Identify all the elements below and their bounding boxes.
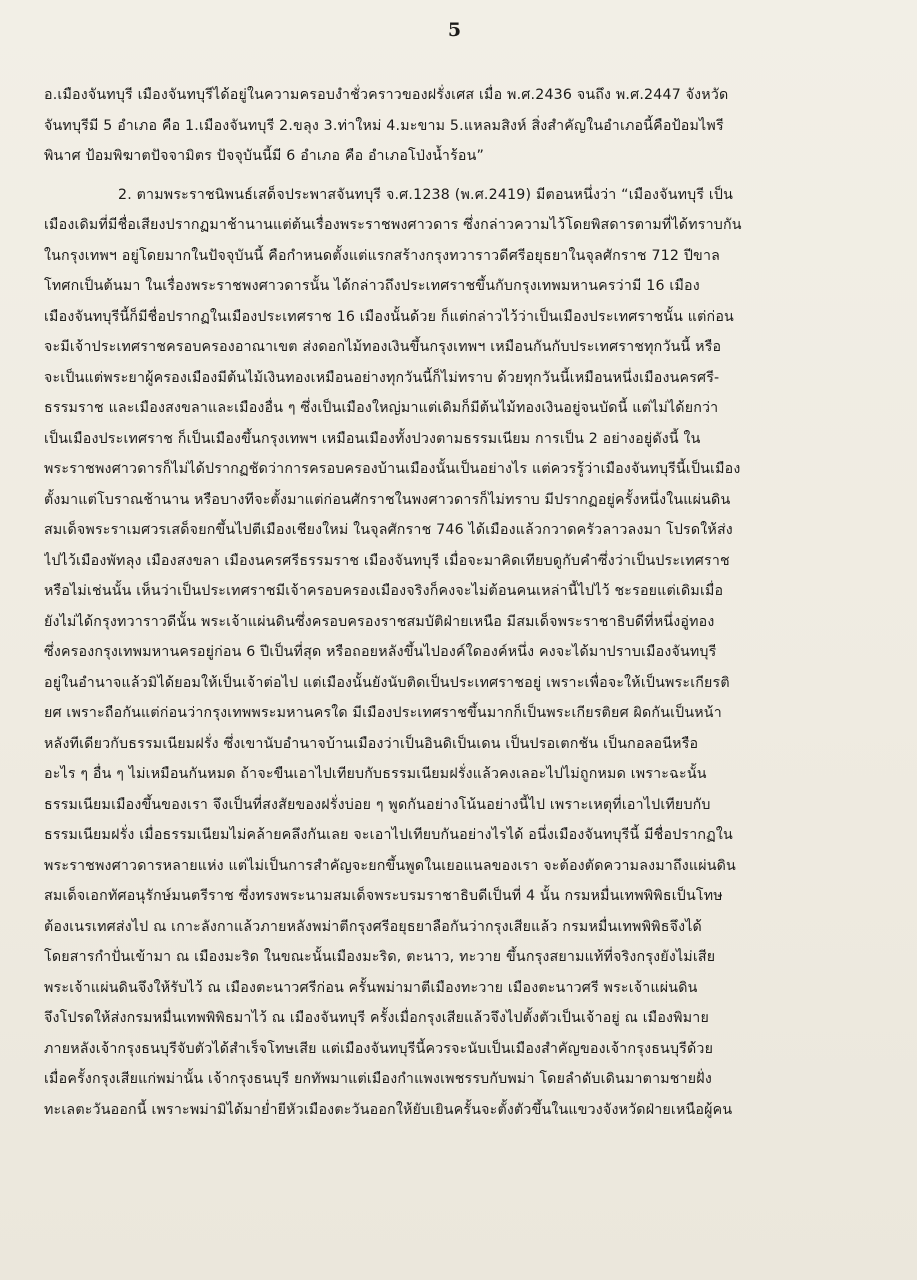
text-line: เมืองจันทบุรีนี้ก็มีชื่อปรากฏในเมืองประเทศราช 16 เมืองนั้นด้วย ก็แต่กล่าวไว้ว่าเป็นเมืองประเทศราชนั้น แต่ก่อน bbox=[44, 308, 734, 325]
text-line: อะไร ๆ อื่น ๆ ไม่เหมือนกันหมด ถ้าจะขืนเอาไปเทียบกับธรรมเนียมฝรั่งแล้วคงเลอะไปไม่ถูกหมด เพราะฉะนั้น bbox=[44, 766, 707, 782]
text-line: ตั้งมาแต่โบราณช้านาน หรือบางทีจะตั้งมาแต่ก่อนศักราชในพงศาวดารก็ไม่ทราบ มีปรากฏอยู่ครั้งหนึ่งในแผ่นดิน bbox=[44, 491, 731, 508]
body-text bbox=[44, 80, 865, 1125]
text-line: พินาศ ป้อมพิฆาตปัจจามิตร ปัจจุบันนี้มี 6 อำเภอ คือ อำเภอโป่งน้ำร้อน” bbox=[44, 148, 485, 164]
text-line: ธรรมเนียมเมืองขึ้นของเรา จึงเป็นที่สงสัยของฝรั่งบ่อย ๆ พูดกันอย่างโน้นอย่างนี้ไป เพราะเหตุที่เอาไปเทียบกับ bbox=[44, 796, 711, 813]
text-line: หรือไม่เช่นนั้น เห็นว่าเป็นประเทศราชมีเจ้าครอบครองเมืองจริงก็คงจะไม่ต้อนคนเหล่านี้ไปไว้ ชะรอยแต่เดิมเมื่อ bbox=[44, 583, 724, 599]
text-line: ธรรมเนียมฝรั่ง เมื่อธรรมเนียมไม่คล้ายคลึงกันเลย จะเอาไปเทียบกันอย่างไรได้ อนึ่งเมืองจันทบุรีนี้ มีชื่อปรากฏใน bbox=[44, 827, 733, 843]
paragraph-first-line: 2. ตามพระราชนิพนธ์เสด็จประพาสจันทบุรี จ.ศ.1238 (พ.ศ.2419) มีตอนหนึ่งว่า “เมืองจันทบุรี เป็น bbox=[118, 186, 734, 203]
text-line: ในกรุงเทพฯ อยู่โดยมากในปัจจุบันนี้ คือกำหนดตั้งแต่แรกสร้างกรุงทวาราวดีศรีอยุธยาในจุลศักราช 712 ปีขาล bbox=[44, 247, 721, 264]
text-line: ไปไว้เมืองพัทลุง เมืองสงขลา เมืองนครศรีธรรมราช เมืองจันทบุรี เมื่อจะมาคิดเทียบดูกับคำซึ่งว่าเป็นประเทศราช bbox=[44, 552, 730, 569]
text-line: ต้องเนรเทศส่งไป ณ เกาะลังกาแล้วภายหลังพม่าตีกรุงศรีอยุธยาลือกันว่ากรุงเสียแล้ว กรมหมื่นเทพพิพิธจึงได้ bbox=[44, 918, 702, 935]
text-line: อยู่ในอำนาจแล้วมิได้ยอมให้เป็นเจ้าต่อไป แต่เมืองนั้นยังนับติดเป็นประเทศราชอยู่ เพราะเพื่อจะให้เป็นพระเกียรติ bbox=[44, 674, 730, 691]
text-line: ทะเลตะวันออกนี้ เพราะพม่ามิได้มาย่ำยีหัวเมืองตะวันออกให้ยับเยินครั้นจะตั้งตัวขึ้นในแขวงจังหวัดฝ่ายเหนือผู้คน bbox=[44, 1101, 733, 1118]
text-line: ธรรมราช และเมืองสงขลาและเมืองอื่น ๆ ซึ่งเป็นเมืองใหญ่มาแต่เดิมก็มีต้นไม้ทองเงินอยู่จนบัดนี้ แต่ไม่ได้ยกว่า bbox=[44, 400, 719, 416]
text-line: อ.เมืองจันทบุรี เมืองจันทบุรีได้อยู่ในความครอบงำชั่วคราวของฝรั่งเศส เมื่อ พ.ศ.2436 จนถึง พ.ศ.2447 จังหวัด bbox=[44, 87, 729, 103]
text-line: จึงโปรดให้ส่งกรมหมื่นเทพพิพิธมาไว้ ณ เมืองจันทบุรี ครั้งเมื่อกรุงเสียแล้วจึงไปตั้งตัวเป็นเจ้าอยู่ ณ เมืองพิมาย bbox=[44, 1010, 709, 1026]
text-line: เมื่อครั้งกรุงเสียแก่พม่านั้น เจ้ากรุงธนบุรี ยกทัพมาแต่เมืองกำแพงเพชรรบกับพม่า โดยลำดับเดินมาตามชายฝั่ง bbox=[44, 1071, 712, 1087]
text-line: ยังไม่ได้กรุงทวาราวดีนั้น พระเจ้าแผ่นดินซึ่งครอบครองราชสมบัติฝ่ายเหนือ มีสมเด็จพระราชาธิบดีที่หนึ่งอู่ทอง bbox=[44, 613, 715, 630]
text-line: เป็นเมืองประเทศราช ก็เป็นเมืองขึ้นกรุงเทพฯ เหมือนเมืองทั้งปวงตามธรรมเนียม การเป็น 2 อย่างอยู่ดังนี้ ใน bbox=[44, 430, 701, 447]
text-line: ซึ่งครองกรุงเทพมหานครอยู่ก่อน 6 ปีเป็นที่สุด หรือถอยหลังขึ้นไปองค์ใดองค์หนึ่ง คงจะได้มาปราบเมืองจันทบุรี bbox=[44, 644, 717, 660]
text-line: สมเด็จเอกทัศอนุรักษ์มนตรีราช ซึ่งทรงพระนามสมเด็จพระบรมราชาธิบดีเป็นที่ 4 นั้น กรมหมื่นเทพพิพิธเป็นโทษ bbox=[44, 888, 723, 904]
text-line: จะเป็นแต่พระยาผู้ครองเมืองมีต้นไม้เงินทองเหมือนอย่างทุกวันนี้ก็ไม่ทราบ ด้วยทุกวันนี้เหมือนหนึ่งเมืองนครศรี- bbox=[44, 369, 720, 386]
text-line: โทศกเป็นต้นมา ในเรื่องพระราชพงศาวดารนั้น ได้กล่าวถึงประเทศราชขึ้นกับกรุงเทพมหานครว่ามี 16 เมือง bbox=[44, 278, 700, 294]
text-line: ภายหลังเจ้ากรุงธนบุรีจับตัวได้สำเร็จโทษเสีย แต่เมืองจันทบุรีนี้ควรจะนับเป็นเมืองสำคัญของเจ้ากรุงธนบุรีด้วย bbox=[44, 1040, 714, 1057]
text-line: โดยสารกำปั่นเข้ามา ณ เมืองมะริด ในขณะนั้นเมืองมะริด, ตะนาว, ทะวาย ขึ้นกรุงสยามแท้ที่จริงกรุงยังไม่เสีย bbox=[44, 949, 716, 965]
text-line: ยศ เพราะถือกันแต่ก่อนว่ากรุงเทพพระมหานครใด มีเมืองประเทศราชขึ้นมากก็เป็นพระเกียรติยศ ผิดกันเป็นหน้า bbox=[44, 705, 722, 721]
page-number: 5 bbox=[447, 19, 462, 41]
text-line: จันทบุรีมี 5 อำเภอ คือ 1.เมืองจันทบุรี 2.ขลุง 3.ท่าใหม่ 4.มะขาม 5.แหลมสิงห์ สิ่งสำคัญในอำเภอนี้คือป้อมไพรี bbox=[44, 117, 724, 134]
text-line: เมืองเดิมที่มีชื่อเสียงปรากฏมาช้านานแต่ต้นเรื่องพระราชพงศาวดาร ซึ่งกล่าวความไว้โดยพิสดารตามที่ได้ทราบกัน bbox=[44, 217, 742, 233]
text-line: สมเด็จพระราเมศวรเสด็จยกขึ้นไปตีเมืองเชียงใหม่ ในจุลศักราช 746 ได้เมืองแล้วกวาดครัวลาวลงมา โปรดให้ส่ง bbox=[44, 522, 733, 538]
text-line: พระราชพงศาวดารหลายแห่ง แต่ไม่เป็นการสำคัญจะยกขึ้นพูดในเยอแนลของเรา จะต้องตัดความลงมาถึงแผ่นดิน bbox=[44, 857, 736, 874]
text-line: พระเจ้าแผ่นดินจึงให้รับไว้ ณ เมืองตะนาวศรีก่อน ครั้นพม่ามาตีเมืองทะวาย เมืองตะนาวศรี พระเจ้าแผ่นดิน bbox=[44, 979, 698, 996]
text-line: จะมีเจ้าประเทศราชครอบครองอาณาเขต ส่งดอกไม้ทองเงินขึ้นกรุงเทพฯ เหมือนกันกับประเทศราชทุกวันนี้ หรือ bbox=[44, 339, 722, 355]
text-line: หลังทีเดียวกับธรรมเนียมฝรั่ง ซึ่งเขานับอำนาจบ้านเมืองว่าเป็นอินดิเป็นเดน เป็นปรอเตกชัน เป็นกอลอนีหรือ bbox=[44, 735, 699, 752]
text-line: พระราชพงศาวดารก็ไม่ได้ปรากฏชัดว่าการครอบครองบ้านเมืองนั้นเป็นอย่างไร แต่ควรรู้ว่าเมืองจันทบุรีนี้เป็นเมือง bbox=[44, 461, 741, 477]
